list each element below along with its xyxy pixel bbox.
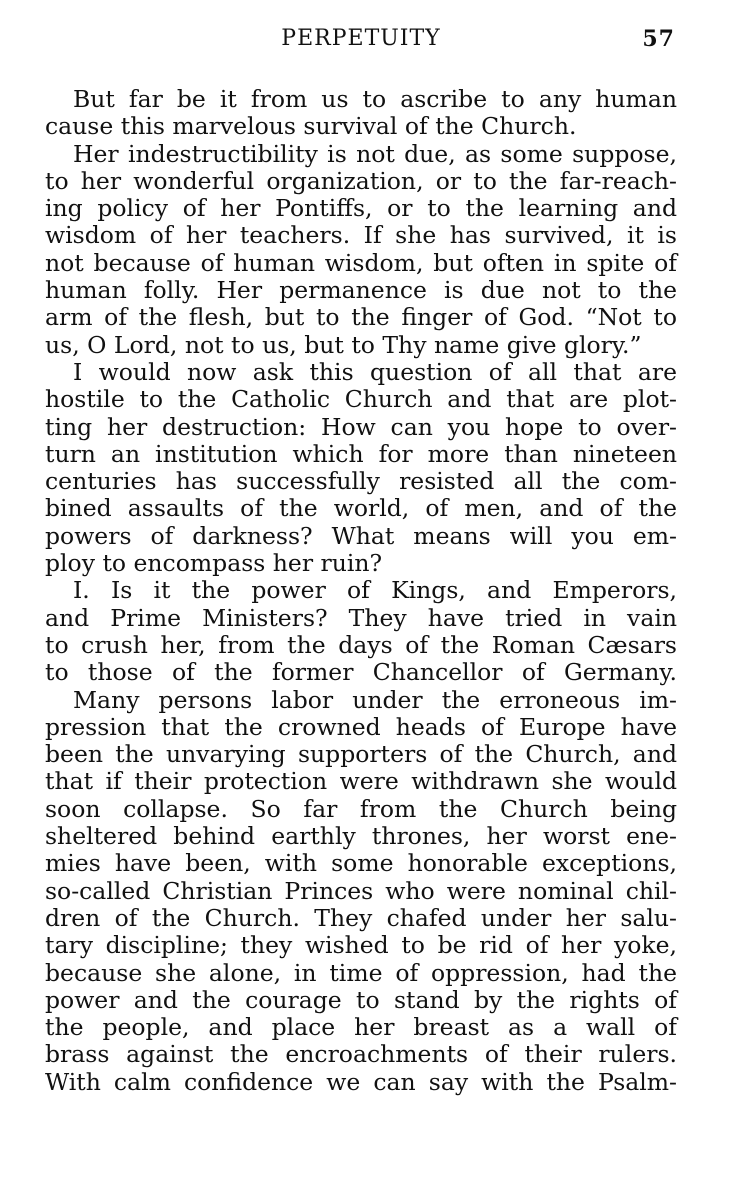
text-line: bined assaults of the world, of men, and of the: [45, 494, 677, 523]
text-line: and Prime Ministers? They have tried in vain: [45, 603, 677, 632]
text-line: But far be it from us to ascribe to any human: [73, 85, 677, 113]
text-line: Many persons labor under the erroneous im-: [73, 685, 677, 714]
text-line: soon collapse. So far from the Church being: [45, 794, 677, 823]
text-line: arm of the flesh, but to the finger of God. “Not to: [45, 303, 677, 332]
text-line: I would now ask this question of all that are: [73, 357, 677, 386]
text-line: Her indestructibility is not due, as some suppose,: [73, 139, 677, 168]
text-line: turn an institution which for more than nineteen: [45, 439, 677, 468]
text-line: so-called Christian Princes who were nominal chil-: [45, 876, 677, 905]
text-line: With calm confidence we can say with the Psalm-: [45, 1067, 677, 1096]
text-line: tary discipline; they wished to be rid of her yoke,: [45, 931, 677, 960]
text-line: because she alone, in time of oppression, had the: [45, 958, 677, 987]
text-line: power and the courage to stand by the rights of: [45, 985, 677, 1014]
text-line: to those of the former Chancellor of Germany.: [45, 658, 677, 687]
text-line: been the unvarying supporters of the Church, and: [45, 740, 677, 769]
text-line: brass against the encroachments of their rulers.: [45, 1040, 677, 1069]
text-line: pression that the crowned heads of Europe have: [45, 712, 677, 741]
text-line: dren of the Church. They chafed under her salu-: [45, 903, 677, 932]
book-page: [45, 26, 677, 1096]
text-line: I. Is it the power of Kings, and Emperors,: [73, 576, 677, 605]
text-line: to her wonderful organization, or to the far-reach-: [45, 166, 677, 195]
running-title: PERPETUITY: [281, 26, 441, 51]
text-line: ing policy of her Pontiffs, or to the learning and: [45, 194, 677, 223]
text-line: mies have been, with some honorable exceptions,: [45, 849, 677, 878]
body-text: [45, 86, 677, 1096]
text-line: sheltered behind earthly thrones, her worst ene-: [45, 822, 677, 851]
text-line: the people, and place her breast as a wall of: [45, 1013, 677, 1042]
text-line: cause this marvelous survival of the Church.: [45, 112, 577, 141]
text-line: wisdom of her teachers. If she has survived, it is: [45, 221, 677, 250]
text-line: human folly. Her permanence is due not to the: [45, 276, 677, 305]
page-number: 57: [642, 26, 675, 52]
text-line: us, O Lord, not to us, but to Thy name give glory.”: [45, 330, 642, 359]
text-line: hostile to the Catholic Church and that are plot-: [45, 385, 677, 414]
text-line: that if their protection were withdrawn she would: [45, 767, 677, 796]
text-line: not because of human wisdom, but often in spite of: [45, 248, 677, 277]
text-line: ting her destruction: How can you hope to over-: [45, 412, 677, 441]
running-head: [45, 26, 677, 56]
text-line: powers of darkness? What means will you em-: [45, 521, 677, 550]
text-line: to crush her, from the days of the Roman Cæsars: [45, 630, 677, 659]
text-line: centuries has successfully resisted all the com-: [45, 467, 677, 496]
text-line: ploy to encompass her ruin?: [45, 549, 383, 578]
